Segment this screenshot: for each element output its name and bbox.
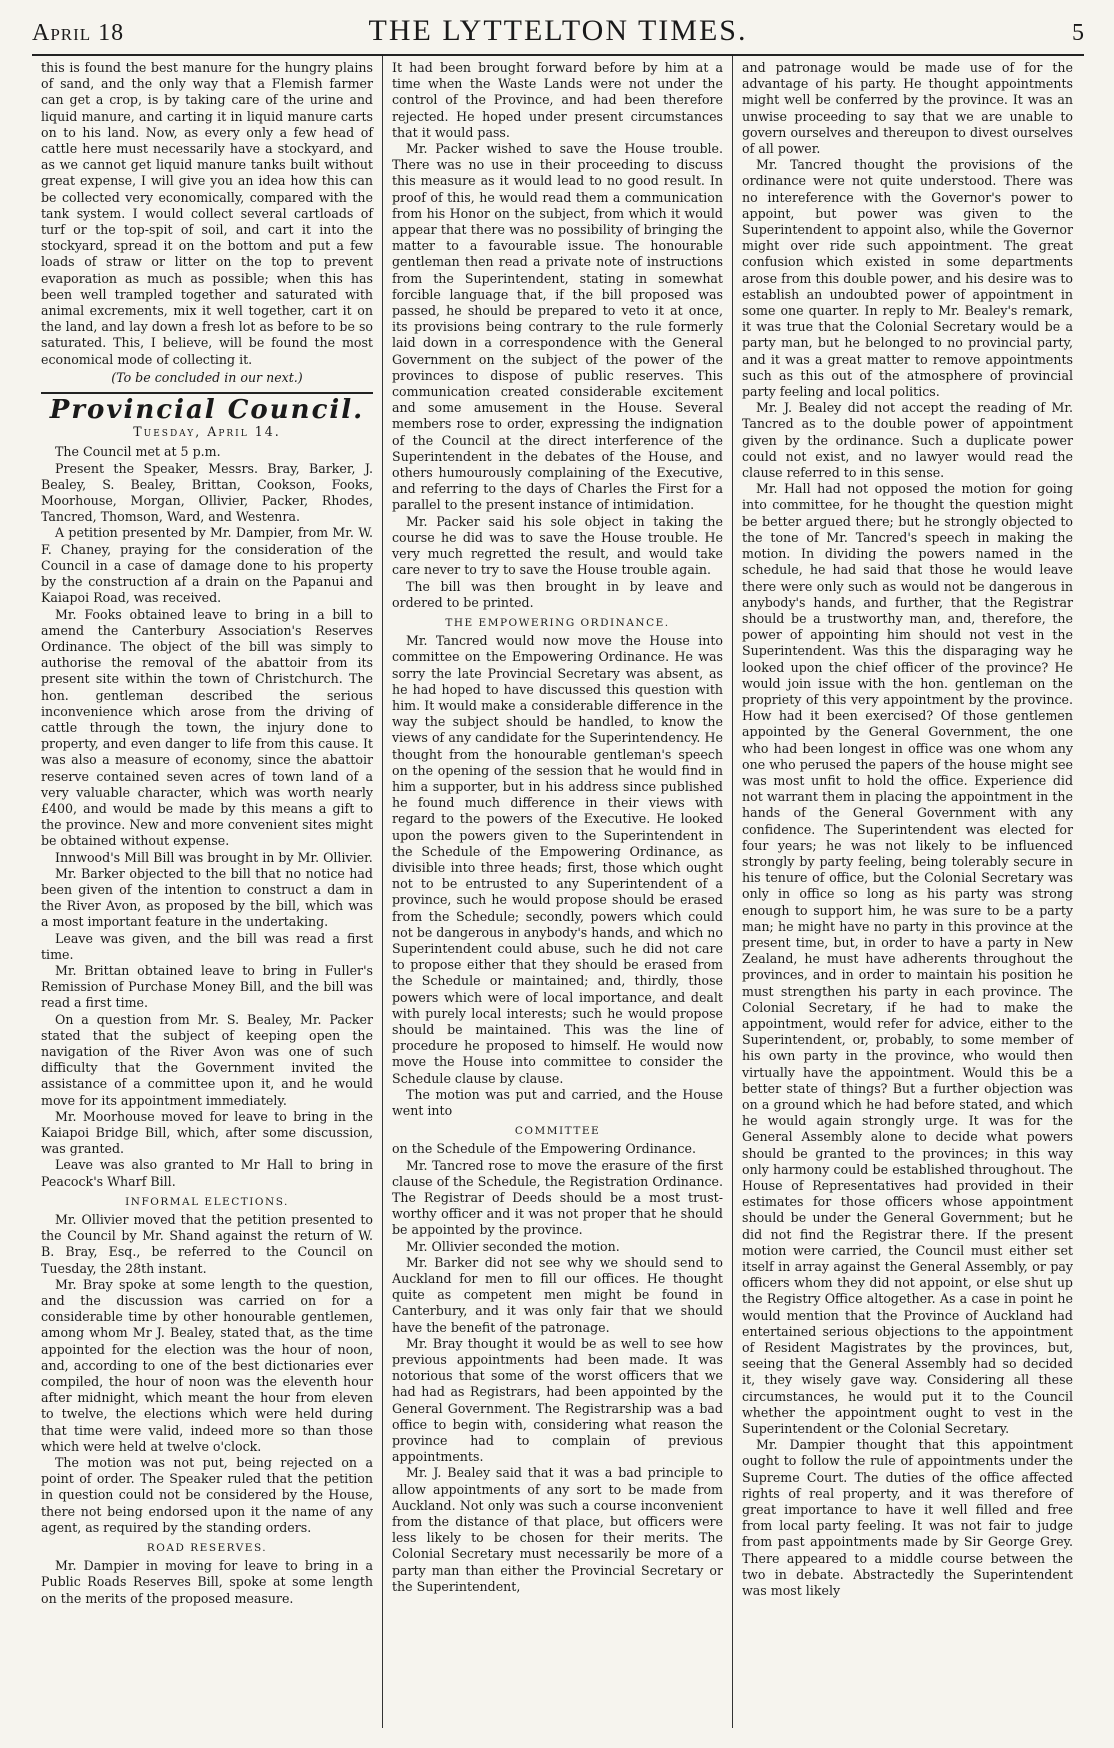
continued-note: (To be concluded in our next.) <box>111 369 303 385</box>
paragraph: Mr. Tancred would now move the House into committee on the Empowering Ordinance. He was sorry the late Provincial Secretary was absent, as he had hoped to have discussed this question with him. It would make a considerable difference in the way the subject should be handled, to know the views of any candidate for the Superintendency. He thought from the honourable gentleman's speech on the opening of the session that he would find in him a supporter, but in his address since published he found much difference in their views with regard to the powers of the Executive. He looked upon the powers given to the Superintendent in the Schedule of the Empowering Ordinance, as divisible into three heads; first, those which ought not to be entrusted to any Superintendent of a province, such he would propose should be erased from the Schedule; secondly, powers which could not be dangerous in anybody's hands, and which no Superintendent could abuse, such he did not care to propose either that they should be erased from the Schedule or maintained; and, thirdly, those powers which were of local importance, and dealt with purely local interests; such he would propose should be maintained. This was the line of procedure he proposed to himself. He would now move the House into committee to consider the Schedule clause by clause. <box>392 633 723 1086</box>
paragraph: Leave was given, and the bill was read a first time. <box>41 930 373 962</box>
subheading: THE EMPOWERING ORDINANCE. <box>445 616 670 629</box>
paragraph: The Council met at 5 p.m. <box>55 444 221 460</box>
paragraph: On a question from Mr. S. Bealey, Mr. Packer stated that the subject of keeping open the navigation of the River Avon was one of such difficulty that the Government invited the assistance of a committee upon it, and he would move for its appointment immediately. <box>41 1011 373 1108</box>
paragraph: Mr. Tancred thought the provisions of the ordinance were not quite understood. There was no intereference with the Governor's power to appoint, but power was given to the Superintendent to appoint also, while the Governor might over ride such appointment. The great confusion which existed in some departments arose from this double power, and his desire was to establish an undoubted power of appointment in some one quarter. In reply to Mr. Bealey's remark, it was true that the Colonial Secretary would be a party man, but he belonged to no provincial party, and it was a great matter to remove appointments such as this out of the atmosphere of provincial party feeling and local politics. <box>742 157 1073 400</box>
paragraph: Mr. Packer wished to save the House trouble. There was no use in their proceeding to discuss this measure as it would lead to no good result. In proof of this, he would read them a communication from his Honor on the subject, from which it would appear that there was no possibility of bringing the matter to a favourable issue. The honourable gentleman then read a private note of instructions from the Superintendent, stating in somewhat forcible language that, if the bill proposed was passed, he should be prepared to veto it at once, its provisions being contrary to the rule formerly laid down in a correspondence with the General Government on the subject of the power of the provinces to dispose of public reserves. This communication created considerable excitement and some amusement in the House. Several members rose to order, expressing the indignation of the Council at the direct interference of the Superintendent in the debates of the House, and others humourously complaining of the Executive, and referring to the days of Charles the First for a parallel to the present instance of intimidation. <box>392 141 723 513</box>
newspaper-title: THE LYTTELTON TIMES. <box>368 14 748 47</box>
issue-date: April 18 <box>32 20 125 46</box>
paragraph: Mr. Packer said his sole object in taking the course he did was to save the House trouble. He very much regretted the result, and would take care never to try to save the House trouble again. <box>392 513 723 578</box>
paragraph: Mr. Barker did not see why we should send to Auckland for men to fill our offices. He thought quite as competent men might be found in Canterbury, and it was only fair that we should have the benefit of the patronage. <box>392 1254 723 1335</box>
subheading: ROAD RESERVES. <box>146 1542 268 1555</box>
masthead <box>32 14 1084 56</box>
column-2 <box>382 56 732 1728</box>
paragraph: Mr. Bray thought it would be as well to see how previous appointments had been made. It was notorious that some of the worst officers that we had had as Registrars, had been appointed by the General Government. The Registrarship was a bad office to begin with, considering what reason the province had to complain of previous appointments. <box>392 1335 723 1465</box>
paragraph: this is found the best manure for the hungry plains of sand, and the only way that a Flemish farmer can get a crop, is by taking care of the urine and liquid manure, and carting it in liquid manure carts on to his land. Now, as every only a few head of cattle here must necessarily have a stockyard, and as we cannot get liquid manure tanks built without great expense, I will give you an idea how this can be collected very economically, compared with the tank system. I would collect several cartloads of turf or the top-spit of soil, and cart it into the stockyard, spread it on the bottom and put a few loads of straw or litter on the top to prevent evaporation as much as possible; when this has been well trampled together and saturated with animal excrements, mix it well together, cart it on the land, and lay down a fresh lot as before to be so saturated. This, I believe, will be found the most economical mode of collecting it. <box>41 60 373 367</box>
paragraph: The motion was not put, being rejected on a point of order. The Speaker ruled that the petition in question could not be considered by the House, there not being endorsed upon it the name of any agent, as required by the standing orders. <box>41 1455 373 1535</box>
paragraph: Mr. Dampier in moving for leave to bring in a Public Roads Reserves Bill, spoke at some length on the merits of the proposed measure. <box>41 1558 373 1606</box>
paragraph: Mr. Moorhouse moved for leave to bring in the Kaiapoi Bridge Bill, which, after some discussion, was granted. <box>41 1108 373 1157</box>
paragraph: The motion was put and carried, and the House went into <box>392 1086 723 1118</box>
paragraph: Mr. Tancred rose to move the erasure of the first clause of the Schedule, the Registration Ordinance. The Registrar of Deeds should be a most trust-worthy officer and it was not proper that he should be appointed by the province. <box>392 1157 723 1238</box>
paragraph: A petition presented by Mr. Dampier, from Mr. W. F. Chaney, praying for the consideration of the Council in a case of damage done to his property by the construction af a drain on the Papanui and Kaiapoi Road, was received. <box>41 525 373 606</box>
column-3 <box>732 56 1082 1728</box>
paragraph: Mr. Bray spoke at some length to the question, and the discussion was carried on for a considerable time by other honourable gentlemen, among whom Mr J. Bealey, stated that, as the time appointed for the election was the hour of noon, and, according to one of the best dictionaries ever compiled, the hour of noon was the eleventh hour after midnight, which meant the hour from eleven to twelve, the elections which were held during that time were valid, indeed more so than those which were held at twelve o'clock. <box>41 1276 373 1454</box>
divider <box>41 392 373 394</box>
paragraph: and patronage would be made use of for the advantage of his party. He thought appointments might well be conferred by the province. It was an unwise proceeding to say that we are unable to govern ourselves and thereupon to divest ourselves of all power. <box>742 60 1073 157</box>
paragraph: Present the Speaker, Messrs. Bray, Barker, J. Bealey, S. Bealey, Brittan, Cookson, Fooks, Moorhouse, Morgan, Ollivier, Packer, Rhodes, Tancred, Thomson, Ward, and Westenra. <box>41 460 373 525</box>
paragraph: It had been brought forward before by him at a time when the Waste Lands were not under the control of the Province, and had been therefore rejected. He hoped under present circumstances that it would pass. <box>392 60 723 140</box>
page-number: 5 <box>1071 20 1084 46</box>
paragraph: Mr. Dampier thought that this appointment ought to follow the rule of appointments under the Supreme Court. The duties of the office affected rights of real property, and it was therefore of great importance to have it well filled and free from local party feeling. It was not fair to judge from past appointments made by Sir George Grey. There appeared to a middle course between the two in debate. Abstractedly the Superintendent was most likely <box>742 1437 1073 1599</box>
paragraph: Mr. Barker objected to the bill that no notice had been given of the intention to construct a dam in the River Avon, as proposed by the bill, which was a most important feature in the undertaking. <box>41 865 373 930</box>
paragraph: Mr. Fooks obtained leave to bring in a bill to amend the Canterbury Association's Reserves Ordinance. The object of the bill was simply to authorise the removal of the abattoir from its present site within the town of Christchurch. The hon. gentleman described the serious inconvenience which arose from the driving of cattle through the town, the injury done to property, and even danger to life from this cause. It was also a measure of economy, since the abattoir reserve contained seven acres of town land of a very valuable character, which was worth nearly £400, and would be made by this means a gift to the province. New and more convenient sites might be obtained without expense. <box>41 606 373 849</box>
paragraph: The bill was then brought in by leave and ordered to be printed. <box>392 578 723 610</box>
paragraph: Mr. Hall had not opposed the motion for going into committee, for he thought the question might be better argued there; but he strongly objected to the tone of Mr. Tancred's speech in making the motion. In dividing the powers named in the schedule, he had said that those he would leave there were only such as would not be dangerous in anybody's hands, and further, that the Registrar should be a trustworthy man, and, therefore, the power of appointing him should not vest in the Superintendent. Was this the disparaging way he looked upon the chief officer of the province? He would join issue with the hon. gentleman on the propriety of this very appointment by the province. How had it been exercised? Of those gentlemen appointed by the General Government, the one who had been longest in office was one whom any one who perused the papers of the house might see was most unfit to hold the office. Experience did not warrant them in placing the appointment in the hands of the General Government with any confidence. The Superintendent was elected for four years; he was not likely to be influenced strongly by party feeling, being tolerably secure in his tenure of office, but the Colonial Secretary was only in office so long as his party was strong enough to support him, he was sure to be a party man; he might have no party in this province at the present time, but, in order to have a party in New Zealand, he must have adherents throughout the provinces, and in order to maintain his position he must strengthen his party in each province. The Colonial Secretary, if he had to make the appointment, would refer for advice, either to the Superintendent, or, probably, to some member of his own party in the province, who would then virtually have the appointment. Would this be a better state of things? But a further objection was on a ground which he had before stated, and which he would again strongly urge. It was for the General Assembly alone to decide what powers should be granted to the provinces; in this way only harmony could be established throughout. The House of Representatives had provided in their estimates for those officers whose appointment should be under the General Government; but he did not find the Registrar there. If the present motion were carried, the Council must either set itself in array against the General Assembly, or pay officers whom they did not appoint, or else shut up the Registry Office altogether. As a case in point he would mention that the Province of Auckland had entertained serious objections to the appointment of Resident Magistrates by the provinces, but, seeing that the General Assembly had so decided it, they wisely gave way. Considering all these circumstances, he would put it to the Council whether the appointment ought to vest in the Superintendent or the Colonial Secretary. <box>742 481 1073 1437</box>
paragraph: Innwood's Mill Bill was brought in by Mr. Ollivier. <box>55 849 373 865</box>
paragraph: Mr. Ollivier moved that the petition presented to the Council by Mr. Shand against the return of W. B. Bray, Esq., be referred to the Council on Tuesday, the 28th instant. <box>41 1212 373 1276</box>
section-title: Provincial Council. <box>49 395 365 426</box>
subheading: INFORMAL ELECTIONS. <box>125 1195 289 1208</box>
paragraph: Mr. J. Bealey said that it was a bad principle to allow appointments of any sort to be made from Auckland. Not only was such a course inconvenient from the distance of that place, but officers were less likely to be chosen for their merits. The Colonial Secretary must necessarily be more of a party man than either the Provincial Secretary or the Superintendent, <box>392 1465 723 1594</box>
paragraph: Mr. Ollivier seconded the motion. <box>406 1238 620 1254</box>
paragraph: Mr. Brittan obtained leave to bring in Fuller's Remission of Purchase Money Bill, and the bill was read a first time. <box>41 962 373 1011</box>
article-columns <box>32 56 1084 1728</box>
dateline: Tuesday, April 14. <box>133 424 281 440</box>
column-1 <box>32 56 382 1728</box>
paragraph: Leave was also granted to Mr Hall to bring in Peacock's Wharf Bill. <box>41 1157 373 1189</box>
paragraph: on the Schedule of the Empowering Ordinance. <box>392 1141 697 1157</box>
subheading: COMMITTEE <box>514 1125 601 1138</box>
paragraph: Mr. J. Bealey did not accept the reading of Mr. Tancred as to the double power of appointment given by the ordinance. Such a duplicate power could not exist, and no lawyer would read the clause referred to in this sense. <box>742 400 1073 481</box>
